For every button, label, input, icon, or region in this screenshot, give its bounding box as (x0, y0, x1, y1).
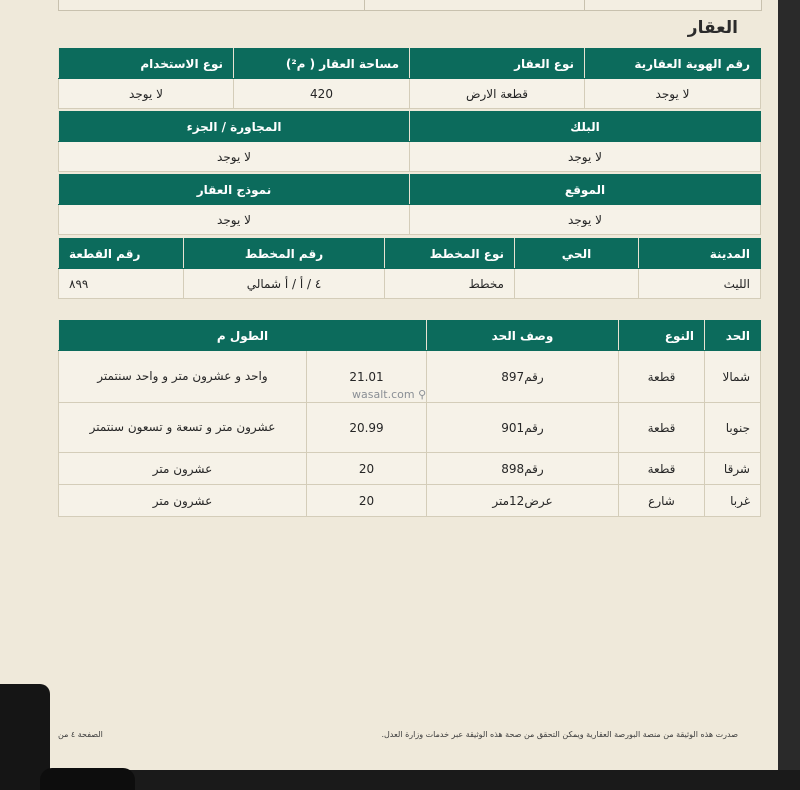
value-cell (515, 269, 639, 299)
value-cell: رقم901 (427, 403, 619, 453)
value-cell: لا يوجد (59, 142, 410, 172)
value-cell: 20.99 (307, 403, 427, 453)
header-cell: النوع (619, 321, 705, 351)
watermark: wasalt.com ⚲ (352, 388, 427, 401)
value-cell: لا يوجد (410, 205, 761, 235)
header-cell: نموذج العقار (59, 175, 410, 205)
header-cell: البلك (410, 112, 761, 142)
bounds-table (58, 320, 761, 517)
value-cell: قطعة (619, 453, 705, 485)
value-cell: مخطط (385, 269, 515, 299)
value-cell: قطعة (619, 351, 705, 403)
value-cell: غربا (705, 485, 761, 517)
value-cell: لا يوجد (59, 79, 234, 109)
value-cell: لا يوجد (585, 79, 761, 109)
header-cell: نوع العقار (410, 49, 585, 79)
header-cell: الطول م (59, 321, 427, 351)
page-number: الصفحة ٤ من (58, 730, 103, 739)
screen-edge (778, 0, 800, 790)
value-cell: عشرون متر (59, 453, 307, 485)
bottom-control (40, 768, 135, 790)
value-cell: عشرون متر و تسعة و تسعون سنتمتر (59, 403, 307, 453)
value-cell: لا يوجد (410, 142, 761, 172)
header-cell: وصف الحد (427, 321, 619, 351)
header-cell: المدينة (639, 239, 761, 269)
value-cell: جنوبا (705, 403, 761, 453)
value-cell: شمالا (705, 351, 761, 403)
value-cell: الليث (639, 269, 761, 299)
block-table (58, 111, 761, 172)
table-row (59, 403, 761, 453)
header-cell: مساحة العقار ( م²) (234, 49, 410, 79)
previous-table-edge (58, 0, 366, 11)
table-row (59, 453, 761, 485)
table-row (59, 485, 761, 517)
header-cell: الموقع (410, 175, 761, 205)
value-cell: لا يوجد (59, 205, 410, 235)
value-cell: 20 (307, 453, 427, 485)
value-cell: ٤ / أ / أ شمالي (184, 269, 385, 299)
section-title: العقار (687, 18, 738, 38)
plan-table (58, 238, 761, 299)
value-cell: قطعة الارض (410, 79, 585, 109)
value-cell: 21.01 (307, 351, 427, 403)
previous-table-edge (364, 0, 586, 11)
value-cell: واحد و عشرون متر و واحد سنتمتر (59, 351, 307, 403)
value-cell: 20 (307, 485, 427, 517)
value-cell: قطعة (619, 403, 705, 453)
property-info-table (58, 48, 761, 109)
header-cell: رقم القطعة (59, 239, 184, 269)
value-cell: رقم898 (427, 453, 619, 485)
previous-table-edge (584, 0, 762, 11)
value-cell: ٨٩٩ (59, 269, 184, 299)
header-cell: الحد (705, 321, 761, 351)
value-cell: عرض12متر (427, 485, 619, 517)
header-cell: نوع الاستخدام (59, 49, 234, 79)
header-cell: رقم المخطط (184, 239, 385, 269)
header-cell: نوع المخطط (385, 239, 515, 269)
location-table (58, 174, 761, 235)
header-cell: رقم الهوية العقارية (585, 49, 761, 79)
value-cell: عشرون متر (59, 485, 307, 517)
footer-note: صدرت هذه الوثيقة من منصة البورصة العقارية ويمكن التحقق من صحة هذه الوثيقة عبر خدمات وزارة العدل. (381, 730, 738, 739)
header-cell: الحي (515, 239, 639, 269)
header-cell: المجاورة / الجزء (59, 112, 410, 142)
value-cell: 420 (234, 79, 410, 109)
value-cell: رقم897 (427, 351, 619, 403)
value-cell: شارع (619, 485, 705, 517)
value-cell: شرقا (705, 453, 761, 485)
